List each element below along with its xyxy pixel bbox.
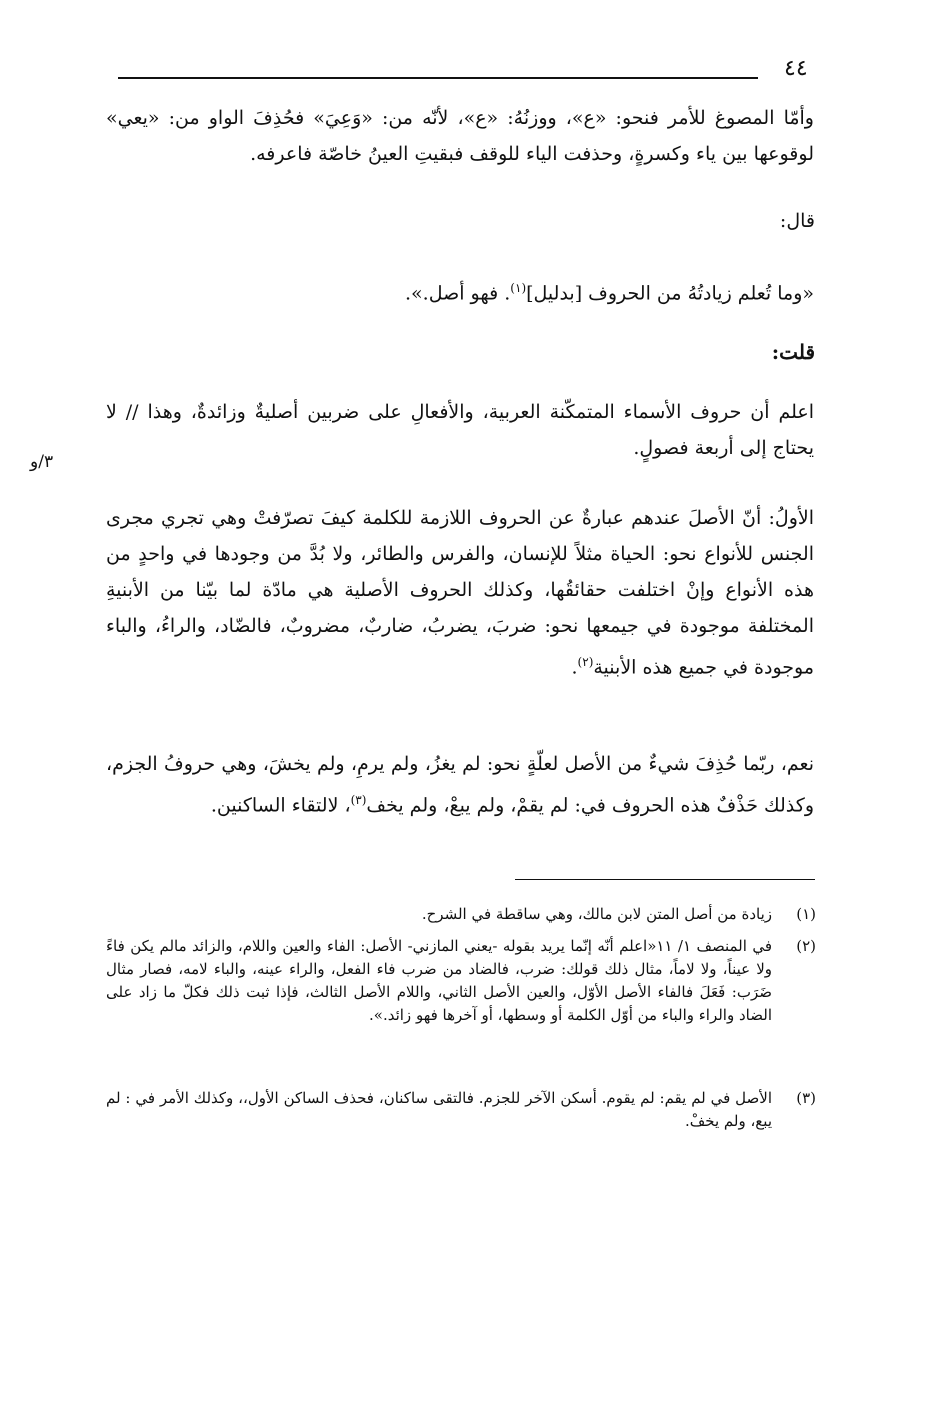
footnote-3 xyxy=(106,1087,816,1133)
paragraph-introduction: اعلم أن حروف الأسماء المتمكّنة العربية، والأفعالِ على ضربين أصليةٌ وزائدةٌ، وهذا // لا يحتاج إلى أربعة فصولٍ. xyxy=(106,401,814,459)
label-qultu: قلت: xyxy=(771,340,815,364)
quote-text: «وما تُعلم زيادتُهُ من الحروف [بدليل] xyxy=(526,282,814,305)
footnote-ref-3: (٣) xyxy=(350,793,367,807)
footnote-text: الأصل في لم يقم: لم يقوم. أسكن الآخر للجزم. فالتقى ساكنان، فحذف الساكن الأول،، وكذلك الأمر في : لم يبع، ولم يخفْ. xyxy=(106,1089,772,1130)
quote-end: . فهو أصل.». xyxy=(405,282,511,305)
footnote-text: زيادة من أصل المتن لابن مالك، وهي ساقطة في الشرح. xyxy=(421,905,772,923)
first-section-end: . xyxy=(571,656,578,679)
footnote-1 xyxy=(106,903,816,926)
paragraph-deletion xyxy=(106,746,814,823)
footnote-number: (٣) xyxy=(796,1089,816,1107)
paragraph-imperative: وأمّا المصوغ للأمر فنحو: «ع»، ووزنُهُ: «ع»، لأنّه من: «وَعِيَ» فحُذِفَ الواو من: «يعي» لوقوعها بين ياء وكسرةٍ، وحذفت الياء للوقف فبقيتِ العينُ خاصّة فاعرفه. xyxy=(106,107,814,165)
paragraph-first-section xyxy=(106,500,814,685)
label-qala: قال: xyxy=(779,210,815,232)
footnote-ref-1: (١) xyxy=(510,281,527,295)
deletion-end: ، لالتقاء الساكنين. xyxy=(210,794,351,817)
footnote-ref-2: (٢) xyxy=(577,655,594,669)
margin-note: ٣/و xyxy=(30,452,54,472)
footnote-number: (٢) xyxy=(796,937,816,955)
first-section-text: الأولُ: أنّ الأصلَ عندهم عبارةٌ عن الحروف اللازمة للكلمة كيفَ تصرّفتْ وهي تجري مجرى الجنس للأنواع نحو: الحياة مثلاً للإنسان، والفرس والطائر، ولا بُدَّ من وجودها في واحدٍ من هذه الأنواع وإنْ اختلفت حقائقُها، وكذلك الحروف الأصلية هي مادّة لما بيّنا من الأبنيةِ المختلفة موجودة في جيمعها نحو: ضربَ، يضربُ، ضاربٌ، مضروبٌ، فالضّاد، والراءُ، والباء موجودة في جميع هذه الأبنية xyxy=(106,507,814,679)
footnote-rule xyxy=(515,879,815,880)
page-number: ٤٤ xyxy=(784,56,808,81)
quote-paragraph xyxy=(106,270,814,311)
footnote-text: في المنصف ١/ ١١«اعلم أنّه إنّما يريد بقوله -يعني المازني- الأصل: الفاء والعين واللام، والزائد مالم يكن فاءً ولا عيناً، ولا لاماً، مثال ذلك قولك: ضرب، فالضاد من ضرب فاء الفعل، والراء عينه، والباء لامه، فصار مثال ضَرَب: فَعَلَ فالفاء الأصل الأوّل، والعين الأصل الثاني، واللام الأصل الثالث، فإذا ثبت ذلك فكلّ ما زاد على الضاد والراء والباء من أوّل الكلمة أو وسطها، أو آخرها فهو زائد.». xyxy=(106,937,772,1024)
header-rule xyxy=(118,77,758,79)
deletion-text: نعم، ربّما حُذِفَ شيءٌ من الأصل لعلّةٍ نحو: لم يغزُ، ولم يرمِ، ولم يخشَ، وهي حروفُ الجزم، وكذلك حَذْفٌ هذه الحروف في: لم يقمْ، ولم يبعْ، ولم يخف xyxy=(106,753,814,817)
footnote-2 xyxy=(106,935,816,1027)
footnote-number: (١) xyxy=(796,905,816,923)
